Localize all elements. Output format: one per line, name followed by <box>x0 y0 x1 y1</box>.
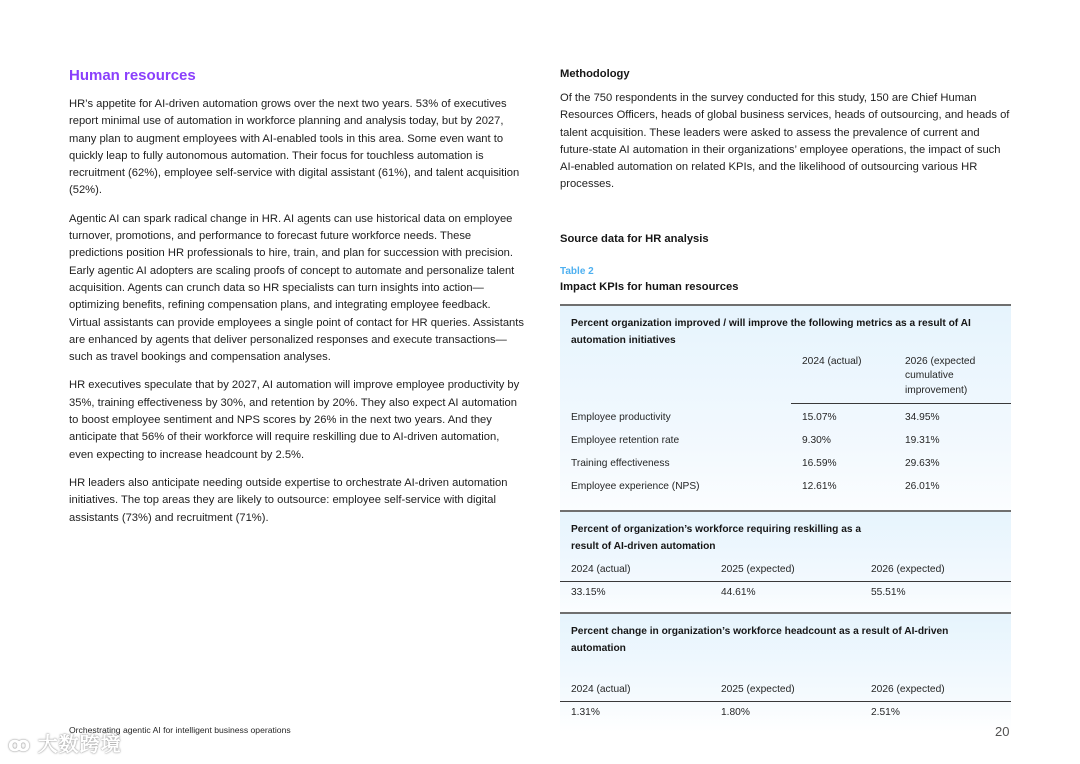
table-title: Impact KPIs for human resources <box>560 280 739 293</box>
footer-doc-title: Orchestrating agentic AI for intelligent business operations <box>69 725 291 735</box>
kpi-value-2026: 26.01% <box>905 481 940 493</box>
kpi-col-2024: 2024 (actual) <box>791 355 905 405</box>
body-paragraph: Agentic AI can spark radical change in HR. AI agents can use historical data on employee turnover, promotions, and performance to forecast future workforce needs. These predictions position HR professionals to hire, train, and plan for succession with precision. Early agentic AI adopters are scaling proofs of concept to automate and personalize talent acquisition. Agents can crunch data so HR specialists can turn insights into action—optimizing benefits, refining compensation plans, and integrating employee feedback. Virtual assistants can provide employees a single point of contact for HR queries. Assistants are enhanced by agents that deliver personalized responses and execute transactions—such as travel bookings and compensation analyses. <box>69 212 524 364</box>
kpi-table <box>560 304 1011 511</box>
methodology-text: Of the 750 respondents in the survey conducted for this study, 150 are Chief Human Resources Officers, heads of global business services, heads of outsourcing, and heads of talent acquisition. These leaders were asked to assess the prevalence of current and future-state AI automation in their organizations’ employee operations, the impact of such AI-enabled automation on related KPIs, and the likelihood of outsourcing various HR processes. <box>560 92 1010 191</box>
headcount-col-2026: 2026 (expected) <box>871 681 1011 702</box>
reskilling-table <box>560 510 1011 612</box>
reskilling-col-2025: 2025 (expected) <box>721 561 871 582</box>
kpi-value-2026: 19.31% <box>905 435 940 447</box>
reskilling-col-2024: 2024 (actual) <box>560 561 732 582</box>
kpi-metric: Employee experience (NPS) <box>571 481 700 493</box>
headcount-value-2025: 1.80% <box>721 707 750 719</box>
body-paragraph: HR’s appetite for AI-driven automation grows over the next two years. 53% of executives report minimal use of automation in workforce planning and analysis today, but by 2027, many plan to augment employees with AI-enabled tools in this area. Some even want to quickly leap to fully autonomous automation. Their focus for touchless automation is recruitment (62%), employee self-service with digital assistant (61%), and talent acquisition (52%). <box>69 98 520 197</box>
body-paragraph: HR executives speculate that by 2027, AI automation will improve employee productivity by 35%, training effectiveness by 30%, and retention by 20%. They also expect AI automation to boost employee sentiment and NPS scores by 26% in the next two years. And they anticipate that 56% of their workforce will require reskilling due to AI-driven automation, even expecting to increase headcount by 2.5%. <box>69 379 520 461</box>
kpi-value-2024: 16.59% <box>802 458 837 470</box>
kpi-value-2024: 12.61% <box>802 481 837 493</box>
reskilling-heading: Percent of organization’s workforce requiring reskilling as a result of AI-driven automation <box>571 524 862 553</box>
kpi-col-2026: 2026 (expected cumulative improvement) <box>905 355 1011 405</box>
kpi-metric: Training effectiveness <box>571 458 670 470</box>
watermark-text: 大数跨境 <box>37 734 122 756</box>
reskilling-value-2025: 44.61% <box>721 587 756 599</box>
reskilling-grid <box>571 561 1000 612</box>
headcount-grid <box>571 681 1000 732</box>
kpi-metric: Employee productivity <box>571 412 671 424</box>
reskilling-col-2026: 2026 (expected) <box>871 561 1011 582</box>
kpi-col-metric <box>571 355 802 405</box>
headcount-value-2026: 2.51% <box>871 707 900 719</box>
left-column <box>69 66 524 538</box>
kpi-value-2024: 15.07% <box>802 412 837 424</box>
reskilling-value-2024: 33.15% <box>571 587 606 599</box>
kpi-value-2026: 34.95% <box>905 412 940 424</box>
methodology-title: Methodology <box>560 68 630 80</box>
kpi-value-2024: 9.30% <box>802 435 831 447</box>
headcount-heading: Percent change in organization’s workforce headcount as a result of AI-driven automation <box>571 626 949 655</box>
right-column <box>560 66 1011 732</box>
body-paragraph: HR leaders also anticipate needing outside expertise to orchestrate AI-driven automation initiatives. The top areas they are likely to outsource: employee self-service with digital assistants (73%) and recruitment (71%). <box>69 476 508 524</box>
source-data-title: Source data for HR analysis <box>560 232 709 245</box>
headcount-col-2025: 2025 (expected) <box>721 681 871 702</box>
kpi-metric: Employee retention rate <box>571 435 680 447</box>
reskilling-value-2026: 55.51% <box>871 587 906 599</box>
headcount-table <box>560 612 1011 732</box>
watermark-icon: ꝏ <box>8 734 38 756</box>
kpi-value-2026: 29.63% <box>905 458 940 470</box>
table-label: Table 2 <box>560 265 594 277</box>
kpi-grid <box>571 355 1000 499</box>
headcount-col-2024: 2024 (actual) <box>560 681 732 702</box>
headcount-value-2024: 1.31% <box>571 707 600 719</box>
page-number: 20 <box>995 724 1010 739</box>
kpi-table-heading: Percent organization improved / will improve the following metrics as a result of AI automation initiatives <box>571 317 971 346</box>
section-title: Human resources <box>69 67 196 84</box>
